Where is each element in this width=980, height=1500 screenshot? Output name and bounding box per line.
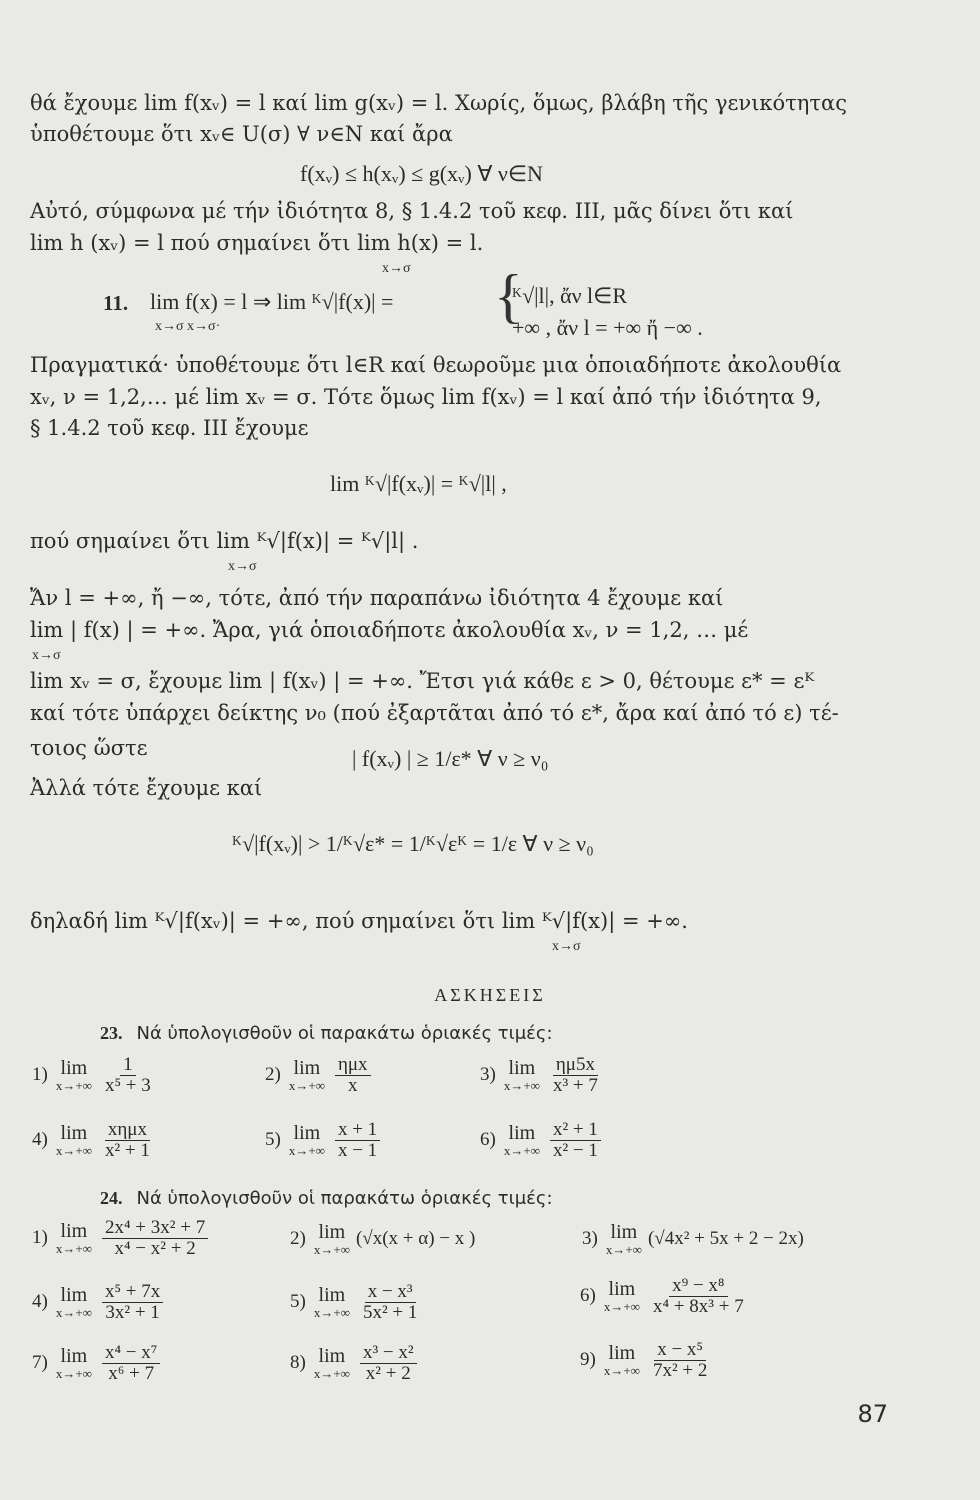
fraction: $\frac{\text{x − x⁵}}{\text{7x² + 2}}$ [652, 1339, 708, 1381]
text-line: lim | f(x) | = +∞. Ἄρα, γιά ὁποιαδήποτε ἀκολουθία xᵥ, ν = 1,2, … μέ [30, 618, 749, 642]
item-number: 1) [32, 1227, 48, 1249]
fraction: $\frac{\text{x⁴ − x⁷}}{\text{x⁶ + 7}}$ [102, 1343, 160, 1384]
page-number: 87 [857, 1400, 888, 1428]
item-number: 4) [32, 1129, 48, 1151]
item-number: 9) [580, 1349, 596, 1371]
limit-operator: lim x→+∞ [55, 1284, 92, 1321]
limit-operator: lim x→+∞ [55, 1057, 92, 1094]
exercise-number: 23. [100, 1023, 123, 1043]
exercise-item [32, 1055, 158, 1096]
item-number: 2) [265, 1064, 281, 1086]
property-number: 11. [103, 291, 129, 315]
root-expression: (√x(x + α) − x ) [355, 1228, 476, 1250]
limit-operator: lim x→+∞ [55, 1122, 92, 1159]
exercise-24-heading [100, 1188, 553, 1209]
fraction: $\frac{x + 1}{x - 1}$ [335, 1120, 380, 1161]
limit-subscript: x→σ [32, 648, 61, 663]
exercise-item [290, 1282, 424, 1323]
text-line: θά ἔχουμε lim f(xᵥ) = l καί lim g(xᵥ) = l. Χωρίς, ὅμως, βλάβη τῆς γενικότητας [30, 91, 847, 115]
limit-subscript: x→σ [382, 261, 411, 276]
inequality-formula: | f(xᵥ) | ≥ 1/ε* ∀ ν ≥ ν₀ [352, 746, 549, 771]
exercise-item [580, 1276, 751, 1317]
limit-subscript: x→σ [228, 559, 257, 574]
limit-operator: lim x→+∞ [313, 1284, 350, 1321]
case-brace: { [494, 263, 523, 329]
text-line: Ἀλλά τότε ἔχουμε καί [30, 776, 263, 800]
exercise-item [290, 1222, 475, 1257]
item-number: 4) [32, 1291, 48, 1313]
limit-operator: lim x→+∞ [288, 1122, 325, 1159]
exercise-item [265, 1055, 375, 1096]
item-number: 6) [580, 1285, 596, 1307]
text-line: Ἄν l = +∞, ἤ −∞, τότε, ἀπό τήν παραπάνω ἰδιότητα 4 ἔχουμε καί [30, 586, 724, 610]
fraction: $\frac{\text{x³ − x²}}{\text{x² + 2}}$ [360, 1343, 417, 1384]
exercise-item [32, 1218, 212, 1259]
exercise-item [265, 1120, 384, 1161]
limit-operator: lim x→+∞ [603, 1278, 640, 1315]
fraction: $\frac{\text{2x⁴ + 3x² + 7}}{\text{x⁴ − x² + 2}}$ [102, 1218, 208, 1259]
text-line: xᵥ, ν = 1,2,… μέ lim xᵥ = σ. Τότε ὅμως lim f(xᵥ) = l καί ἀπό τήν ἰδιότητα 9, [30, 385, 822, 409]
exercise-text: Νά ὑπολογισθοῦν οἱ παρακάτω ὁριακές τιμές: [136, 1023, 553, 1044]
text-line: lim h (xᵥ) = l πού σημαίνει ὅτι lim h(x) = l. [30, 231, 484, 255]
property-11-formula: lim f(x) = l ⇒ lim ᴷ√|f(x)| = [150, 289, 394, 314]
root-inequality-formula: ᴷ√|f(xᵥ)| > 1/ᴷ√ε* = 1/ᴷ√εᴷ = 1/ε ∀ ν ≥ ν₀ [232, 831, 594, 856]
inequality-formula: f(xᵥ) ≤ h(xᵥ) ≤ g(xᵥ) ∀ ν∈N [300, 161, 543, 186]
text-line: δηλαδή lim ᴷ√|f(xᵥ)| = +∞, πού σημαίνει ὅτι lim ᴷ√|f(x)| = +∞. [30, 909, 688, 933]
item-number: 2) [290, 1228, 306, 1250]
item-number: 1) [32, 1064, 48, 1086]
limit-operator: lim x→+∞ [55, 1345, 92, 1382]
limit-operator: lim x→+∞ [503, 1057, 540, 1094]
exercise-item [32, 1282, 167, 1323]
root-expression: (√4x² + 5x + 2 − 2x) [647, 1228, 804, 1250]
exercise-item [32, 1343, 164, 1384]
fraction: $\frac{1}{\text{x⁵ + 3}}$ [104, 1054, 151, 1096]
item-number: 7) [32, 1352, 48, 1374]
limit-operator: lim x→+∞ [313, 1221, 350, 1257]
item-number: 5) [290, 1291, 306, 1313]
limit-operator: lim x→+∞ [605, 1221, 642, 1257]
limit-formula: lim ᴷ√|f(xᵥ)| = ᴷ√|l| , [330, 471, 507, 496]
item-number: 3) [480, 1064, 496, 1086]
text-line: § 1.4.2 τοῦ κεφ. III ἔχουμε [30, 416, 309, 440]
fraction: $\frac{\text{x⁹ − x⁸}}{\text{x⁴ + 8x³ + 7}}$ [652, 1275, 744, 1317]
case-2: +∞ , ἄν l = +∞ ἤ −∞ . [512, 315, 703, 340]
text-line: Αὐτό, σύμφωνα μέ τήν ἰδιότητα 8, § 1.4.2 τοῦ κεφ. III, μᾶς δίνει ὅτι καί [30, 199, 794, 223]
text-line: πού σημαίνει ὅτι lim ᴷ√|f(x)| = ᴷ√|l| . [30, 529, 419, 553]
limit-operator: lim x→+∞ [313, 1345, 350, 1382]
exercise-text: Νά ὑπολογισθοῦν οἱ παρακάτω ὁριακές τιμές: [136, 1188, 553, 1209]
limit-operator: lim x→+∞ [603, 1342, 640, 1379]
text-line: Πραγματικά· ὑποθέτουμε ὅτι l∈R καί θεωροῦμε μια ὁποιαδήποτε ἀκολουθία [30, 353, 842, 377]
exercise-item [290, 1343, 421, 1384]
exercise-number: 24. [100, 1188, 123, 1208]
exercises-heading: ΑΣΚΗΣΕΙΣ [434, 985, 546, 1005]
text-line: καί τότε ὑπάρχει δείκτης ν₀ (πού ἐξαρτᾶται ἀπό τό ε*, ἄρα καί ἀπό τό ε) τέ- [30, 701, 839, 725]
text-line: ὑποθέτουμε ὅτι xᵥ∈ U(σ) ∀ ν∈N καί ἄρα [30, 122, 453, 146]
item-number: 8) [290, 1352, 306, 1374]
exercise-item [582, 1222, 804, 1257]
item-number: 3) [582, 1228, 598, 1250]
exercise-item [480, 1055, 605, 1096]
limit-operator: lim x→+∞ [288, 1057, 325, 1094]
case-1: ᴷ√|l|, ἄν l∈R [512, 283, 627, 308]
exercise-item [580, 1340, 714, 1381]
fraction: $\frac{\text{x − x³}}{\text{5x² + 1}}$ [362, 1281, 418, 1323]
limit-subscript: x→σ x→σ· [155, 319, 221, 334]
fraction: $\frac{\text{x² + 1}}{\text{x² − 1}}$ [550, 1120, 601, 1161]
item-number: 5) [265, 1129, 281, 1151]
fraction: $\frac{\text{x⁵ + 7x}}{\text{3x² + 1}}$ [102, 1282, 163, 1323]
limit-operator: lim x→+∞ [503, 1122, 540, 1159]
fraction: $\frac{\eta\mu 5x}{\text{x³ + 7}}$ [552, 1054, 598, 1096]
fraction: $\frac{\text{ημx}}{x}$ [335, 1055, 371, 1096]
limit-subscript: x→σ [552, 939, 581, 954]
text-line: lim xᵥ = σ, ἔχουμε lim | f(xᵥ) | = +∞. Ἔτσι γιά κάθε ε > 0, θέτουμε ε* = εᴷ [30, 669, 815, 693]
exercise-item [32, 1120, 157, 1161]
limit-operator: lim x→+∞ [55, 1220, 92, 1257]
exercise-item [480, 1120, 605, 1161]
text-line: τοιος ὥστε [30, 736, 148, 760]
exercise-23-heading [100, 1023, 553, 1044]
fraction: $\frac{\text{xημx}}{\text{x² + 1}}$ [104, 1119, 150, 1161]
item-number: 6) [480, 1129, 496, 1151]
